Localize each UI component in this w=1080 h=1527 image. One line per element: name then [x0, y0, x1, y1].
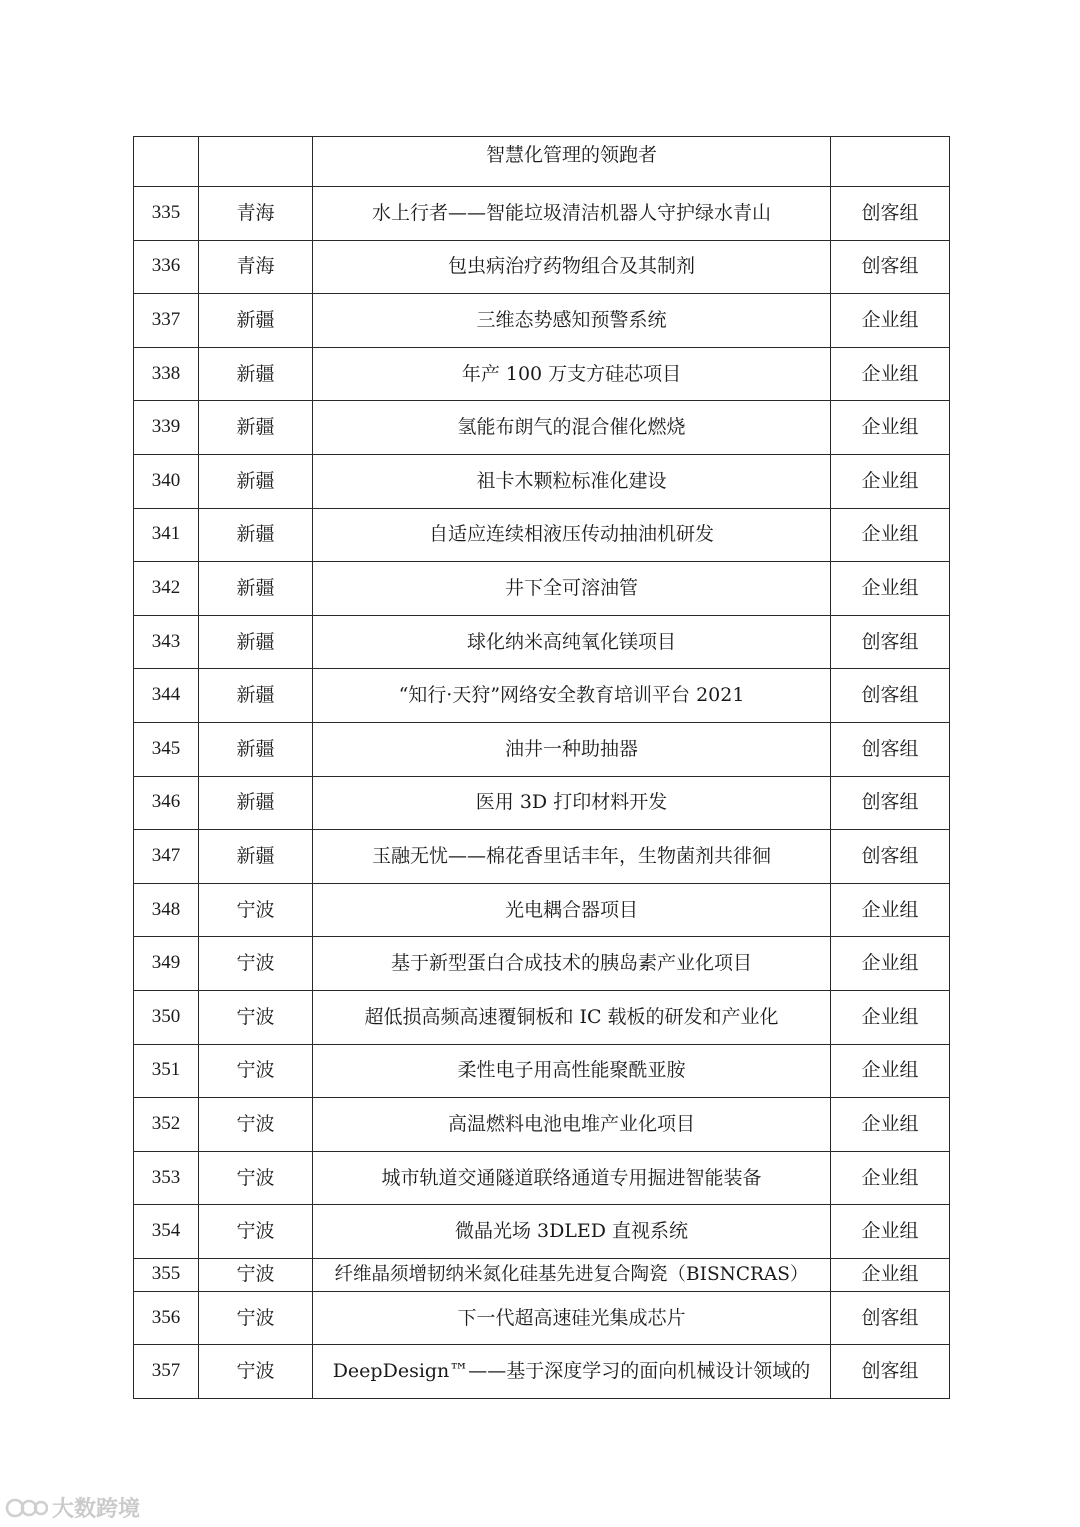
table-row [134, 937, 950, 991]
table-row [134, 240, 950, 294]
cell-project-name: 柔性电子用高性能聚酰亚胺 [313, 1044, 831, 1098]
cell-number: 357 [134, 1345, 199, 1399]
table-row [134, 187, 950, 241]
cell-region: 宁波 [199, 1291, 313, 1345]
cell-region: 新疆 [199, 776, 313, 830]
cell-region: 宁波 [199, 1205, 313, 1259]
cell-project-name: 祖卡木颗粒标准化建设 [313, 454, 831, 508]
cell-region [199, 137, 313, 187]
cell-region: 宁波 [199, 937, 313, 991]
cell-group: 创客组 [831, 615, 950, 669]
cell-group: 企业组 [831, 562, 950, 616]
table-row [134, 990, 950, 1044]
cell-group: 企业组 [831, 347, 950, 401]
cell-group: 企业组 [831, 454, 950, 508]
cell-region: 新疆 [199, 401, 313, 455]
cell-region: 宁波 [199, 883, 313, 937]
cell-project-name: 井下全可溶油管 [313, 562, 831, 616]
table-row [134, 508, 950, 562]
cell-group: 创客组 [831, 722, 950, 776]
cell-group: 创客组 [831, 187, 950, 241]
table-row [134, 1291, 950, 1345]
cell-region: 宁波 [199, 1151, 313, 1205]
cell-group: 企业组 [831, 1258, 950, 1291]
table-row [134, 615, 950, 669]
cell-group: 企业组 [831, 401, 950, 455]
cell-number: 354 [134, 1205, 199, 1259]
table-row [134, 1205, 950, 1259]
cell-region: 新疆 [199, 615, 313, 669]
cell-project-name: 下一代超高速硅光集成芯片 [313, 1291, 831, 1345]
cell-group: 创客组 [831, 776, 950, 830]
cell-region: 新疆 [199, 347, 313, 401]
cell-group: 企业组 [831, 883, 950, 937]
project-list-table [133, 136, 950, 1399]
cell-region: 青海 [199, 240, 313, 294]
watermark [4, 1492, 140, 1523]
cell-number: 345 [134, 722, 199, 776]
table-row [134, 294, 950, 348]
cell-project-name: 智慧化管理的领跑者 [313, 137, 831, 187]
cell-group: 创客组 [831, 669, 950, 723]
cell-number: 339 [134, 401, 199, 455]
cell-region: 青海 [199, 187, 313, 241]
table-row [134, 1345, 950, 1399]
cell-region: 宁波 [199, 990, 313, 1044]
cell-group: 企业组 [831, 508, 950, 562]
cell-group: 创客组 [831, 1345, 950, 1399]
cell-number: 344 [134, 669, 199, 723]
watermark-text: 大数跨境 [52, 1497, 141, 1522]
cell-number: 348 [134, 883, 199, 937]
table-row [134, 1258, 950, 1291]
cell-project-name: 年产 100 万支方硅芯项目 [313, 347, 831, 401]
cell-project-name: 超低损高频高速覆铜板和 IC 载板的研发和产业化 [313, 990, 831, 1044]
cell-number: 351 [134, 1044, 199, 1098]
cell-region: 宁波 [199, 1258, 313, 1291]
table-row [134, 137, 950, 187]
cell-number: 342 [134, 562, 199, 616]
cell-number: 352 [134, 1098, 199, 1152]
cell-number: 338 [134, 347, 199, 401]
table-row [134, 1044, 950, 1098]
table-row [134, 776, 950, 830]
cell-region: 宁波 [199, 1345, 313, 1399]
cell-region: 新疆 [199, 830, 313, 884]
cell-project-name: 玉融无忧——棉花香里话丰年，生物菌剂共徘徊 [313, 830, 831, 884]
cell-number: 346 [134, 776, 199, 830]
cell-number: 355 [134, 1258, 199, 1291]
cell-region: 新疆 [199, 722, 313, 776]
cell-project-name: 水上行者——智能垃圾清洁机器人守护绿水青山 [313, 187, 831, 241]
cell-region: 新疆 [199, 562, 313, 616]
table-row [134, 669, 950, 723]
cell-number: 335 [134, 187, 199, 241]
cell-group: 创客组 [831, 240, 950, 294]
cell-number: 340 [134, 454, 199, 508]
cell-region: 新疆 [199, 669, 313, 723]
cell-project-name: 光电耦合器项目 [313, 883, 831, 937]
cell-project-name: 医用 3D 打印材料开发 [313, 776, 831, 830]
cell-region: 宁波 [199, 1044, 313, 1098]
table-row [134, 883, 950, 937]
cell-number: 353 [134, 1151, 199, 1205]
cell-project-name: DeepDesign™——基于深度学习的面向机械设计领域的 [313, 1345, 831, 1399]
cell-group: 企业组 [831, 1044, 950, 1098]
cell-project-name: 氢能布朗气的混合催化燃烧 [313, 401, 831, 455]
table-row [134, 401, 950, 455]
cell-region: 宁波 [199, 1098, 313, 1152]
cell-number [134, 137, 199, 187]
cell-group: 企业组 [831, 1151, 950, 1205]
cell-project-name: 基于新型蛋白合成技术的胰岛素产业化项目 [313, 937, 831, 991]
cell-project-name: 球化纳米高纯氧化镁项目 [313, 615, 831, 669]
cell-group: 创客组 [831, 1291, 950, 1345]
cell-project-name: 自适应连续相液压传动抽油机研发 [313, 508, 831, 562]
table-row [134, 830, 950, 884]
table-row [134, 1151, 950, 1205]
cell-region: 新疆 [199, 294, 313, 348]
cell-number: 350 [134, 990, 199, 1044]
cell-number: 337 [134, 294, 199, 348]
cell-number: 341 [134, 508, 199, 562]
cell-project-name: 油井一种助抽器 [313, 722, 831, 776]
cell-number: 349 [134, 937, 199, 991]
table-row [134, 722, 950, 776]
cell-number: 343 [134, 615, 199, 669]
cell-group: 企业组 [831, 937, 950, 991]
cell-project-name: 三维态势感知预警系统 [313, 294, 831, 348]
table-body [134, 137, 950, 1399]
table-row [134, 347, 950, 401]
cell-region: 新疆 [199, 454, 313, 508]
table-row [134, 562, 950, 616]
cell-group: 创客组 [831, 830, 950, 884]
cell-group: 企业组 [831, 294, 950, 348]
cell-project-name: 微晶光场 3DLED 直视系统 [313, 1205, 831, 1259]
cell-project-name: “知行·天狩”网络安全教育培训平台 2021 [313, 669, 831, 723]
watermark-logo-icon [4, 1495, 48, 1521]
table-row [134, 454, 950, 508]
cell-project-name: 纤维晶须增韧纳米氮化硅基先进复合陶瓷（BISNCRAS） [313, 1258, 831, 1291]
cell-number: 356 [134, 1291, 199, 1345]
table-row [134, 1098, 950, 1152]
cell-group [831, 137, 950, 187]
cell-region: 新疆 [199, 508, 313, 562]
cell-number: 336 [134, 240, 199, 294]
cell-project-name: 高温燃料电池电堆产业化项目 [313, 1098, 831, 1152]
cell-project-name: 包虫病治疗药物组合及其制剂 [313, 240, 831, 294]
cell-group: 企业组 [831, 1205, 950, 1259]
cell-number: 347 [134, 830, 199, 884]
cell-group: 企业组 [831, 1098, 950, 1152]
cell-project-name: 城市轨道交通隧道联络通道专用掘进智能装备 [313, 1151, 831, 1205]
cell-group: 企业组 [831, 990, 950, 1044]
